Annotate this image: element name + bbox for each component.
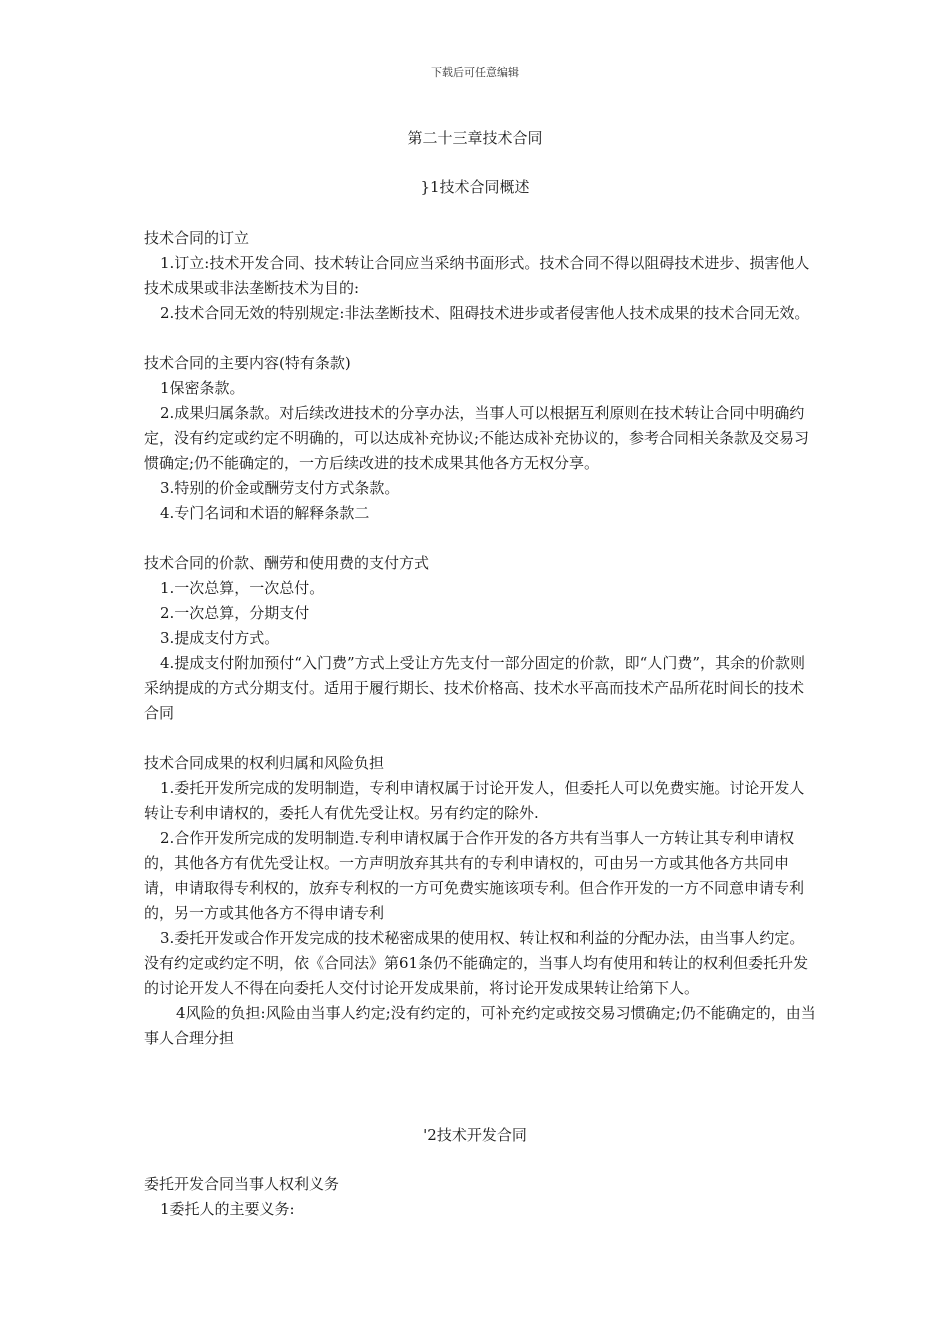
paragraph: 4.提成支付附加预付“入门费”方式上受让方先支付一部分固定的价款，即“人门费”，其余的价款则采纳提成的方式分期支付。适用于履行期长、技术价格高、技术水平高而技术产品所花时间长的技术合同 (144, 654, 805, 722)
subsection-heading: 技术合同的主要内容(特有条款) (144, 354, 351, 372)
section-body (144, 1172, 816, 1222)
paragraph: 2.一次总算，分期支付 (160, 604, 310, 622)
subsection-heading: 技术合同成果的权利归属和风险负担 (144, 754, 385, 772)
paragraph: 2.合作开发所完成的发明制造.专利申请权属于合作开发的各方共有当事人一方转让其专利申请权的，其他各方有优先受让权。一方声明放弃其共有的专利申请权的，可由另一方或其他各方共同申请，申请取得专利权的，放弃专利权的一方可免费实施该项专利。但合作开发的一方不同意申请专利的，另一方或其他各方不得申请专利 (144, 829, 805, 922)
section-title: '2技术开发合同 (423, 1126, 527, 1144)
paragraph: 2.成果归属条款。对后续改进技术的分享办法，当事人可以根据互利原则在技术转让合同中明确约定，没有约定或约定不明确的，可以达成补充协议;不能达成补充协议的，参考合同相关条款及交易习惯确定;仍不能确定的，一方后续改进的技术成果其他各方无权分享。 (144, 404, 810, 472)
subsection-heading: 技术合同的订立 (144, 229, 250, 247)
section-body (144, 226, 816, 1051)
paragraph: 4.专门名词和术语的解释条款二 (160, 504, 370, 522)
paragraph: 1保密条款。 (160, 379, 245, 397)
subsection-heading: 技术合同的价款、酬劳和使用费的支付方式 (144, 554, 430, 572)
paragraph: 3.提成支付方式。 (160, 629, 280, 647)
paragraph: 1.订立:技术开发合同、技术转让合同应当采纳书面形式。技术合同不得以阻碍技术进步、损害他人技术成果或非法垄断技术为目的: (144, 254, 810, 297)
page-header: 下载后可任意编辑 (431, 66, 519, 79)
paragraph: 2.技术合同无效的特别规定:非法垄断技术、阻碍技术进步或者侵害他人技术成果的技术合同无效。 (160, 304, 810, 322)
paragraph: 1.委托开发所完成的发明制造，专利申请权属于讨论开发人，但委托人可以免费实施。讨论开发人转让专利申请权的，委托人有优先受让权。另有约定的除外. (144, 779, 805, 822)
paragraph: 1委托人的主要义务: (160, 1200, 295, 1218)
paragraph: 1.一次总算，一次总付。 (160, 579, 325, 597)
paragraph: 3.委托开发或合作开发完成的技术秘密成果的使用权、转让权和利益的分配办法，由当事人约定。没有约定或约定不明，依《合同法》第61条仍不能确定的，当事人均有使用和转让的权利但委托升发的讨论开发人不得在向委托人交付讨论开发成果前，将讨论开发成果转让给第下人。 (144, 929, 809, 997)
section-title: }1技术合同概述 (420, 178, 530, 196)
paragraph: 3.特别的价金或酬劳支付方式条款。 (160, 479, 400, 497)
paragraph: 4风险的负担:风险由当事人约定;没有约定的，可补充约定或按交易习惯确定;仍不能确定的，由当事人合理分担 (144, 1004, 816, 1047)
subsection-heading: 委托开发合同当事人权利义务 (144, 1175, 340, 1193)
chapter-title: 第二十三章技术合同 (407, 129, 543, 147)
